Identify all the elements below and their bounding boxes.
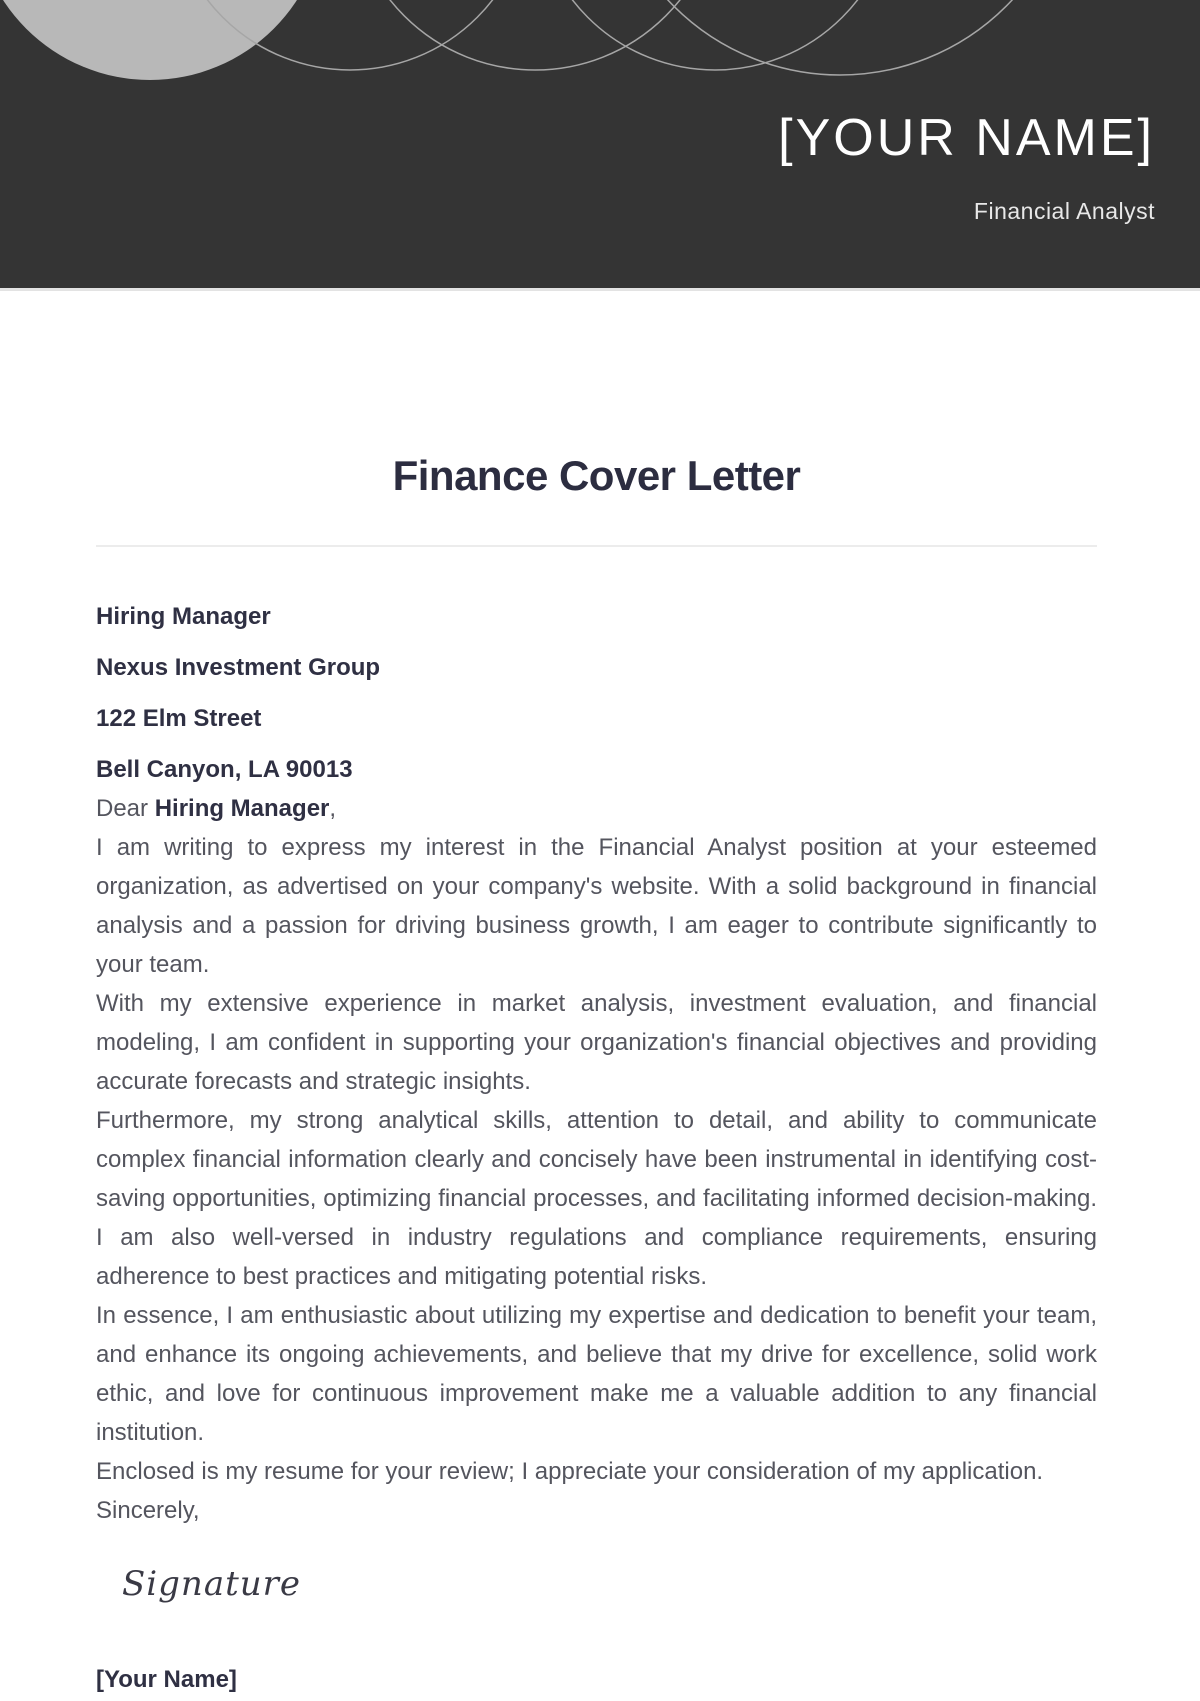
decorative-outline-circle xyxy=(535,0,895,70)
recipient-address-block xyxy=(96,597,1097,789)
letter-title: Finance Cover Letter xyxy=(392,452,801,499)
salutation-recipient: Hiring Manager xyxy=(154,795,330,822)
horizontal-divider xyxy=(96,545,1097,547)
body-paragraph: In essence, I am enthusiastic about utilizing my expertise and dedication to benefit your team, and enhance its ongoing achievements, and believe that my drive for excellence, solid work ethic, and love for continuous improvement make me a valuable addition to any financial institution. xyxy=(96,1302,1097,1446)
closing-line: Sincerely, xyxy=(96,1497,200,1524)
body-paragraph: I am writing to express my interest in the Financial Analyst position at your esteemed organization, as advertised on your company's website. With a solid background in financial analysis and a passion for driving business growth, I am eager to contribute significantly to your team. xyxy=(96,834,1097,978)
recipient-line: Bell Canyon, LA 90013 xyxy=(96,756,353,783)
letterhead-text-block xyxy=(778,109,1155,224)
salutation-prefix: Dear xyxy=(96,795,155,822)
salutation-line xyxy=(96,789,1097,828)
letterhead-banner xyxy=(0,0,1200,291)
letter-content xyxy=(96,452,1097,1699)
recipient-line: 122 Elm Street xyxy=(96,705,262,732)
salutation-suffix: , xyxy=(329,795,337,822)
decorative-outline-circle xyxy=(350,0,720,70)
signoff-name-placeholder: [Your Name] xyxy=(96,1666,237,1693)
signature-script: Signature xyxy=(122,1564,302,1604)
applicant-name-placeholder: [YOUR NAME] xyxy=(778,109,1155,167)
body-paragraph: Furthermore, my strong analytical skills, attention to detail, and ability to communicate complex financial information clearly and concisely have been instrumental in identifying cost-saving opportunities, optimizing financial processes, and facilitating informed decision-making. I am also well-versed in industry regulations and compliance requirements, ensuring adherence to best practices and mitigating potential risks. xyxy=(96,1107,1097,1290)
body-paragraph: Enclosed is my resume for your review; I appreciate your consideration of my application. xyxy=(96,1458,1044,1485)
letter-body xyxy=(96,789,1097,1530)
body-paragraph: With my extensive experience in market analysis, investment evaluation, and financial modeling, I am confident in supporting your organization's financial objectives and providing accurate forecasts and strategic insights. xyxy=(96,990,1097,1095)
recipient-line: Nexus Investment Group xyxy=(96,654,381,681)
decorative-filled-circle xyxy=(0,0,325,80)
decorative-outline-circle xyxy=(605,0,1075,75)
applicant-role-subtitle: Financial Analyst xyxy=(973,198,1155,224)
recipient-line: Hiring Manager xyxy=(96,603,271,630)
